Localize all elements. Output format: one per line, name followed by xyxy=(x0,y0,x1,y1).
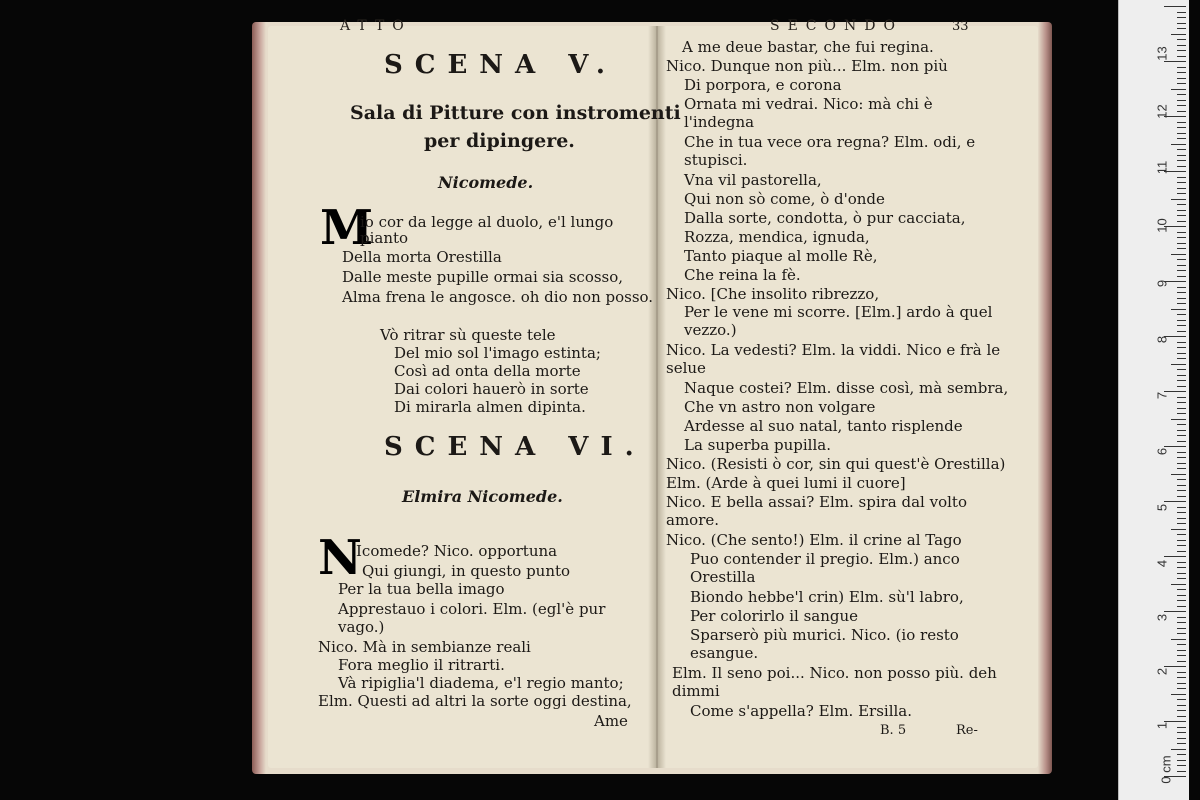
ruler-number: 3 xyxy=(1154,613,1170,622)
ruler-tick xyxy=(1177,237,1186,238)
ruler-number: 8 xyxy=(1154,335,1170,344)
ruler-tick xyxy=(1177,375,1186,376)
ruler-tick xyxy=(1177,320,1186,321)
ruler-tick xyxy=(1177,17,1186,18)
scene5-heading: SCENA V. xyxy=(384,50,617,80)
ruler-tick xyxy=(1177,78,1186,79)
verse-line: Per le vene mi scorre. [Elm.] ardo à quel vezzo.) xyxy=(684,303,993,339)
ruler-tick xyxy=(1177,182,1186,183)
verse-line: Nico. Dunque non più... Elm. non più xyxy=(666,57,948,75)
ruler-tick xyxy=(1177,650,1186,651)
ruler-number: 9 xyxy=(1154,279,1170,288)
ruler-tick xyxy=(1177,138,1186,139)
ruler-tick xyxy=(1177,23,1186,24)
verse-line: Sparserò più murici. Nico. (io resto esangue. xyxy=(690,626,959,662)
ruler-tick xyxy=(1171,199,1186,200)
ruler-tick xyxy=(1177,380,1186,381)
right-running-head: SECONDO xyxy=(770,18,903,34)
ruler-tick xyxy=(1177,94,1186,95)
verse-line: Che reina la fè. xyxy=(684,266,801,284)
ruler-tick xyxy=(1177,760,1186,761)
verse-line: La superba pupilla. xyxy=(684,436,831,454)
ruler-tick xyxy=(1177,149,1186,150)
verse-line: Che vn astro non volgare xyxy=(684,398,876,416)
ruler-tick xyxy=(1177,710,1186,711)
ruler-tick xyxy=(1177,534,1186,535)
ruler-tick xyxy=(1177,705,1186,706)
verse-line: Nico. (Resisti ò cor, sin qui quest'è Orestilla) xyxy=(666,455,1006,473)
verse-line: Nico. [Che insolito ribrezzo, xyxy=(666,285,880,303)
book-gutter xyxy=(648,26,666,768)
ruler-tick xyxy=(1177,771,1186,772)
ruler-number: 11 xyxy=(1154,160,1170,175)
ruler-tick xyxy=(1177,688,1186,689)
verse-line: Qui non sò come, ò d'onde xyxy=(684,190,885,208)
verse-line: Rozza, mendica, ignuda, xyxy=(684,228,870,246)
verse-line: Così ad onta della morte xyxy=(394,362,581,380)
ruler-tick xyxy=(1177,298,1186,299)
verse-line: Che in tua vece ora regna? Elm. odi, e stupisci. xyxy=(684,133,976,169)
verse-line: Come s'appella? Elm. Ersilla. xyxy=(690,702,912,720)
verse-line: Elm. Questi ad altri la sorte oggi destina, xyxy=(318,692,632,710)
verse-line: Vò ritrar sù queste tele xyxy=(380,326,556,344)
ruler-tick xyxy=(1177,430,1186,431)
ruler-number: 4 xyxy=(1154,559,1170,568)
ruler-unit-label: 0 cm xyxy=(1158,755,1174,784)
ruler-tick xyxy=(1177,732,1186,733)
ruler-tick xyxy=(1171,419,1186,420)
verse-line: Elm. Il seno poi... Nico. non posso più. deh dimmi xyxy=(672,664,997,700)
ruler-tick xyxy=(1177,259,1186,260)
ruler-tick xyxy=(1177,727,1186,728)
ruler-number: 1 xyxy=(1154,721,1170,730)
verse-line: Vna vil pastorella, xyxy=(684,171,822,189)
ruler-tick xyxy=(1177,155,1186,156)
ruler-tick xyxy=(1177,287,1186,288)
ruler-tick xyxy=(1177,265,1186,266)
ruler-tick xyxy=(1177,551,1186,552)
verse-line: Per la tua bella imago xyxy=(338,580,505,598)
ruler-tick xyxy=(1171,144,1186,145)
scene5-speaker: Nicomede. xyxy=(438,173,534,192)
scene5-setting-2: per dipingere. xyxy=(424,130,575,152)
ruler-tick xyxy=(1177,122,1186,123)
drop-cap-n: N xyxy=(318,530,362,586)
verse-line: Alma frena le angosce. oh dio non posso. xyxy=(342,288,654,306)
verse-line: Elm. (Arde à quei lumi il cuore] xyxy=(666,474,906,492)
verse-line: Per colorirlo il sangue xyxy=(690,607,859,625)
ruler-tick xyxy=(1177,270,1186,271)
ruler-tick xyxy=(1177,512,1186,513)
verse-line: Del mio sol l'imago estinta; xyxy=(394,344,601,362)
ruler-tick xyxy=(1177,177,1186,178)
ruler-tick xyxy=(1164,6,1186,7)
ruler-tick xyxy=(1177,677,1186,678)
verse-line: Và ripiglia'l diadema, e'l regio manto; xyxy=(338,674,624,692)
ruler-tick xyxy=(1177,683,1186,684)
ruler-number: 13 xyxy=(1154,46,1170,61)
verse-line: Puo contender il pregio. Elm.) anco Orestilla xyxy=(690,550,960,586)
verse-line: Biondo hebbe'l crin) Elm. sù'l labro, xyxy=(690,588,964,606)
verse-line: Fora meglio il ritrarti. xyxy=(338,656,505,674)
ruler-tick xyxy=(1177,413,1186,414)
signature-mark: B. 5 xyxy=(880,723,907,738)
ruler-tick xyxy=(1177,314,1186,315)
scene6-speakers: Elmira Nicomede. xyxy=(402,487,563,506)
ruler-tick xyxy=(1177,358,1186,359)
verse-line: Tanto piaque al molle Rè, xyxy=(684,247,878,265)
ruler-tick xyxy=(1177,397,1186,398)
ruler-tick xyxy=(1177,105,1186,106)
ruler-tick xyxy=(1177,496,1186,497)
verse-line: Ardesse al suo natal, tanto risplende xyxy=(684,417,963,435)
ruler-tick xyxy=(1177,50,1186,51)
ruler-tick xyxy=(1177,100,1186,101)
drop-cap-m: M xyxy=(320,200,374,256)
ruler-tick xyxy=(1177,402,1186,403)
verse-line: Ornata mi vedrai. Nico: mà chi è l'indegna xyxy=(684,95,933,131)
verse-line: Nico. (Che sento!) Elm. il crine al Tago xyxy=(666,531,962,549)
ruler-tick xyxy=(1177,600,1186,601)
ruler-tick xyxy=(1177,672,1186,673)
verse-line: Nico. E bella assai? Elm. spira dal volto amore. xyxy=(666,493,967,529)
ruler-tick xyxy=(1177,518,1186,519)
ruler-tick xyxy=(1171,474,1186,475)
ruler-number: 12 xyxy=(1154,104,1170,119)
ruler-tick xyxy=(1177,567,1186,568)
ruler-tick xyxy=(1177,633,1186,634)
ruler-tick xyxy=(1177,573,1186,574)
ruler-tick xyxy=(1177,83,1186,84)
ruler-tick xyxy=(1171,254,1186,255)
ruler-tick xyxy=(1177,507,1186,508)
measuring-ruler xyxy=(1118,0,1189,800)
ruler-tick xyxy=(1177,56,1186,57)
ruler-tick xyxy=(1177,72,1186,73)
ruler-tick xyxy=(1177,28,1186,29)
ruler-tick xyxy=(1177,595,1186,596)
ruler-tick xyxy=(1177,248,1186,249)
verse-line: Di mirarla almen dipinta. xyxy=(394,398,586,416)
ruler-tick xyxy=(1177,12,1186,13)
ruler-tick xyxy=(1177,452,1186,453)
ruler-tick xyxy=(1177,386,1186,387)
ruler-tick xyxy=(1177,765,1186,766)
ruler-tick xyxy=(1177,523,1186,524)
ruler-number: 10 xyxy=(1154,218,1170,233)
ruler-tick xyxy=(1177,441,1186,442)
ruler-tick xyxy=(1177,45,1186,46)
ruler-tick xyxy=(1177,39,1186,40)
ruler-tick xyxy=(1171,749,1186,750)
ruler-tick xyxy=(1177,754,1186,755)
ruler-tick xyxy=(1171,694,1186,695)
scene6-heading: SCENA VI. xyxy=(384,432,646,462)
ruler-tick xyxy=(1177,127,1186,128)
ruler-tick xyxy=(1177,243,1186,244)
ruler-tick xyxy=(1177,490,1186,491)
ruler-tick xyxy=(1177,408,1186,409)
ruler-tick xyxy=(1171,34,1186,35)
verse-line: Della morta Orestilla xyxy=(342,248,502,266)
ruler-tick xyxy=(1177,661,1186,662)
verse-line: io cor da legge al duolo, e'l lungo pianto xyxy=(360,213,614,247)
verse-line: Naque costei? Elm. disse così, mà sembra, xyxy=(684,379,1009,397)
ruler-tick xyxy=(1171,89,1186,90)
ruler-tick xyxy=(1171,309,1186,310)
ruler-tick xyxy=(1177,342,1186,343)
ruler-tick xyxy=(1177,188,1186,189)
ruler-tick xyxy=(1177,628,1186,629)
verse-line: Di porpora, e corona xyxy=(684,76,842,94)
ruler-tick xyxy=(1177,479,1186,480)
ruler-tick xyxy=(1177,435,1186,436)
verse-line: Dalla sorte, condotta, ò pur cacciata, xyxy=(684,209,966,227)
ruler-tick xyxy=(1177,160,1186,161)
ruler-tick xyxy=(1177,424,1186,425)
verse-line: Qui giungi, in questo punto xyxy=(362,562,571,580)
ruler-tick xyxy=(1177,617,1186,618)
ruler-tick xyxy=(1171,584,1186,585)
ruler-tick xyxy=(1177,347,1186,348)
ruler-tick xyxy=(1177,578,1186,579)
ruler-tick xyxy=(1177,133,1186,134)
ruler-tick xyxy=(1177,369,1186,370)
ruler-tick xyxy=(1177,622,1186,623)
ruler-number: 6 xyxy=(1154,447,1170,456)
ruler-tick xyxy=(1177,325,1186,326)
ruler-tick xyxy=(1171,639,1186,640)
ruler-tick xyxy=(1177,606,1186,607)
ruler-tick xyxy=(1177,699,1186,700)
ruler-tick xyxy=(1177,589,1186,590)
ruler-tick xyxy=(1177,540,1186,541)
ruler-tick xyxy=(1177,67,1186,68)
ruler-number: 2 xyxy=(1154,667,1170,676)
verse-line: Nico. La vedesti? Elm. la viddi. Nico e frà le selue xyxy=(666,341,1001,377)
ruler-tick xyxy=(1177,193,1186,194)
verse-line: Icomede? Nico. opportuna xyxy=(356,542,558,560)
ruler-tick xyxy=(1177,545,1186,546)
ruler-tick xyxy=(1177,111,1186,112)
verse-line: Nico. Mà in sembianze reali xyxy=(318,638,531,656)
ruler-tick xyxy=(1177,232,1186,233)
ruler-tick xyxy=(1177,166,1186,167)
verse-line: A me deue bastar, che fui regina. xyxy=(682,38,934,56)
ruler-tick xyxy=(1177,353,1186,354)
scene5-setting-1: Sala di Pitture con instromenti xyxy=(350,102,681,124)
ruler-tick xyxy=(1177,276,1186,277)
left-running-head: ATTO xyxy=(340,18,412,34)
ruler-number: 5 xyxy=(1154,503,1170,512)
ruler-tick xyxy=(1177,743,1186,744)
verse-line: Dai colori hauerò in sorte xyxy=(394,380,589,398)
ruler-tick xyxy=(1177,331,1186,332)
verse-line: Apprestauo i colori. Elm. (egl'è pur vago.) xyxy=(338,600,606,636)
ruler-tick xyxy=(1177,221,1186,222)
ruler-number: 7 xyxy=(1154,391,1170,400)
ruler-tick xyxy=(1177,303,1186,304)
left-catchword: Ame xyxy=(594,712,628,730)
ruler-tick xyxy=(1171,364,1186,365)
ruler-tick xyxy=(1177,716,1186,717)
verse-line: Dalle meste pupille ormai sia scosso, xyxy=(342,268,624,286)
ruler-tick xyxy=(1177,457,1186,458)
ruler-tick xyxy=(1177,562,1186,563)
ruler-tick xyxy=(1177,485,1186,486)
ruler-tick xyxy=(1177,644,1186,645)
right-catchword: Re- xyxy=(956,723,978,738)
ruler-tick xyxy=(1177,738,1186,739)
ruler-tick xyxy=(1177,463,1186,464)
ruler-tick xyxy=(1177,215,1186,216)
ruler-tick xyxy=(1177,468,1186,469)
page-number: 33 xyxy=(952,19,969,34)
ruler-tick xyxy=(1177,210,1186,211)
ruler-tick xyxy=(1177,204,1186,205)
ruler-tick xyxy=(1177,655,1186,656)
ruler-tick xyxy=(1177,292,1186,293)
ruler-tick xyxy=(1171,529,1186,530)
